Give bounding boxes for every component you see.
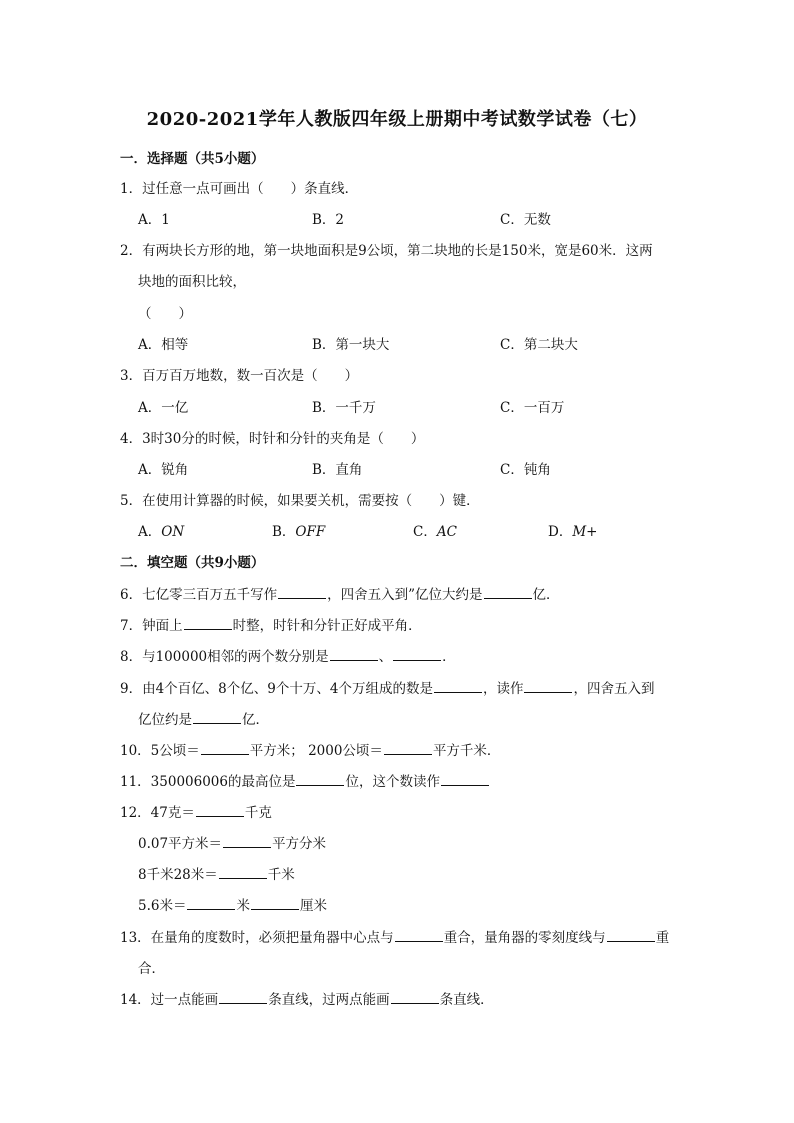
q5-option-c-letter: C． [413, 524, 437, 540]
question-11 [120, 770, 490, 790]
question-10 [120, 739, 500, 759]
answer-blank[interactable] [524, 678, 572, 693]
q11-text-1: 11．350006006的最高位是 [120, 774, 296, 790]
q5-option-a-letter: A． [138, 524, 162, 540]
q8-text-2: 、 [378, 649, 393, 665]
q4-option-a: A．锐角 [138, 462, 189, 478]
q5-option-a-key: ON [161, 524, 185, 540]
question-4: 4．3时30分的时候，时针和分针的夹角是（ ） [120, 431, 425, 447]
question-13-line-2: 合． [138, 961, 165, 977]
answer-blank[interactable] [184, 615, 232, 630]
q12-text-7: 5.6米＝ [138, 898, 187, 914]
q2-option-a: A．相等 [138, 337, 189, 353]
answer-blank[interactable] [330, 646, 378, 661]
q5-option-a [138, 520, 184, 540]
question-13-line-1 [120, 926, 669, 946]
q13-text-1: 13．在量角的度数时，必须把量角器中心点与 [120, 930, 394, 946]
q1-option-c: C．无数 [500, 212, 551, 228]
q5-option-c [413, 520, 457, 540]
q6-text-3: 亿． [532, 587, 560, 603]
q12-text-5: 8千米28米＝ [138, 867, 218, 883]
q5-option-b-letter: B． [272, 524, 296, 540]
answer-blank[interactable] [607, 927, 655, 942]
question-12-line-4 [138, 894, 327, 914]
question-12-line-3 [138, 863, 295, 883]
question-12-line-1 [120, 801, 272, 821]
q12-text-8: 米 [236, 898, 250, 914]
answer-blank[interactable] [393, 646, 441, 661]
q6-text-1: 6．七亿零三百万五千写作 [120, 587, 278, 603]
question-5: 5．在使用计算器的时候，如果要关机，需要按（ ）键． [120, 493, 480, 509]
q8-text-3: ． [442, 649, 456, 665]
q9-text-3: ，四舍五入到 [573, 681, 655, 697]
answer-blank[interactable] [193, 709, 241, 724]
q13-text-3: 重 [655, 930, 670, 946]
answer-blank[interactable] [187, 895, 235, 910]
section-heading-fill: 二．填空题（共9小题） [120, 555, 265, 571]
answer-blank[interactable] [196, 802, 244, 817]
q8-text-1: 8．与100000相邻的两个数分别是 [120, 649, 329, 665]
question-9-line-1 [120, 677, 654, 697]
q12-text-9: 厘米 [299, 898, 327, 914]
question-6 [120, 583, 560, 603]
question-7 [120, 614, 422, 634]
question-9-line-2 [138, 708, 269, 728]
q10-text-1: 10．5公顷＝ [120, 743, 200, 759]
q5-option-b [272, 520, 325, 540]
q13-text-2: 重合，量角器的零刻度线与 [443, 930, 606, 946]
q12-text-4: 平方分米 [272, 836, 327, 852]
answer-blank[interactable] [434, 678, 482, 693]
answer-blank[interactable] [484, 584, 532, 599]
answer-blank[interactable] [395, 927, 443, 942]
q14-text-3: 条直线． [439, 992, 494, 1008]
question-2-line-2: 块地的面积比较， [138, 274, 246, 290]
q10-text-3: 平方千米． [432, 743, 501, 759]
answer-blank[interactable] [251, 895, 299, 910]
page-title: 2020-2021学年人教版四年级上册期中考试数学试卷（七） [146, 109, 648, 130]
answer-blank[interactable] [278, 584, 326, 599]
q2-option-b: B．第一块大 [312, 337, 390, 353]
q1-option-a: A．1 [138, 212, 170, 228]
q1-option-b: B．2 [312, 212, 345, 228]
q11-text-2: 位，这个数读作 [345, 774, 440, 790]
answer-blank[interactable] [219, 864, 267, 879]
q4-option-c: C．钝角 [500, 462, 551, 478]
question-8 [120, 645, 456, 665]
q3-option-c: C．一百万 [500, 400, 565, 416]
q14-text-2: 条直线，过两点能画 [268, 992, 390, 1008]
q5-option-d-letter: D． [548, 524, 573, 540]
answer-blank[interactable] [219, 989, 267, 1004]
q12-text-1: 12．47克＝ [120, 805, 195, 821]
q2-option-c: C．第二块大 [500, 337, 578, 353]
section-heading-choice: 一．选择题（共5小题） [120, 151, 265, 167]
q3-option-a: A．一亿 [138, 400, 189, 416]
q9-text-1: 9．由4个百亿、8个亿、9个十万、4个万组成的数是 [120, 681, 433, 697]
q4-option-b: B．直角 [312, 462, 363, 478]
answer-blank[interactable] [391, 989, 439, 1004]
q6-text-2: ，四舍五入到”亿位大约是 [327, 587, 483, 603]
q10-text-2: 平方米； 2000公顷＝ [249, 743, 383, 759]
answer-blank[interactable] [201, 740, 249, 755]
q5-option-d [548, 520, 597, 540]
q12-text-3: 0.07平方米＝ [138, 836, 223, 852]
answer-blank[interactable] [384, 740, 432, 755]
q3-option-b: B．一千万 [312, 400, 376, 416]
q9-text-4: 亿位约是 [138, 712, 192, 728]
q5-option-b-key: OFF [295, 524, 326, 540]
question-2-paren: （ ） [138, 306, 192, 322]
question-14 [120, 988, 494, 1008]
answer-blank[interactable] [223, 833, 271, 848]
question-2-line-1: 2．有两块长方形的地，第一块地面积是9公顷，第二块地的长是150米，宽是60米．这两 [120, 243, 653, 259]
question-3: 3．百万百万地数，数一百次是（ ） [120, 368, 359, 384]
q14-text-1: 14．过一点能画 [120, 992, 219, 1008]
q7-text-2: 时整，时针和分针正好成平角． [232, 618, 422, 634]
q5-option-d-key: M+ [572, 524, 598, 540]
q7-text-1: 7．钟面上 [120, 618, 183, 634]
q12-text-2: 千克 [244, 805, 272, 821]
q12-text-6: 千米 [267, 867, 295, 883]
q5-option-c-key: AC [436, 524, 457, 540]
q9-text-2: ，读作 [482, 681, 524, 697]
answer-blank[interactable] [441, 771, 489, 786]
answer-blank[interactable] [296, 771, 344, 786]
question-1: 1．过任意一点可画出（ ）条直线． [120, 181, 359, 197]
question-12-line-2 [138, 832, 326, 852]
q9-text-5: 亿． [242, 712, 269, 728]
